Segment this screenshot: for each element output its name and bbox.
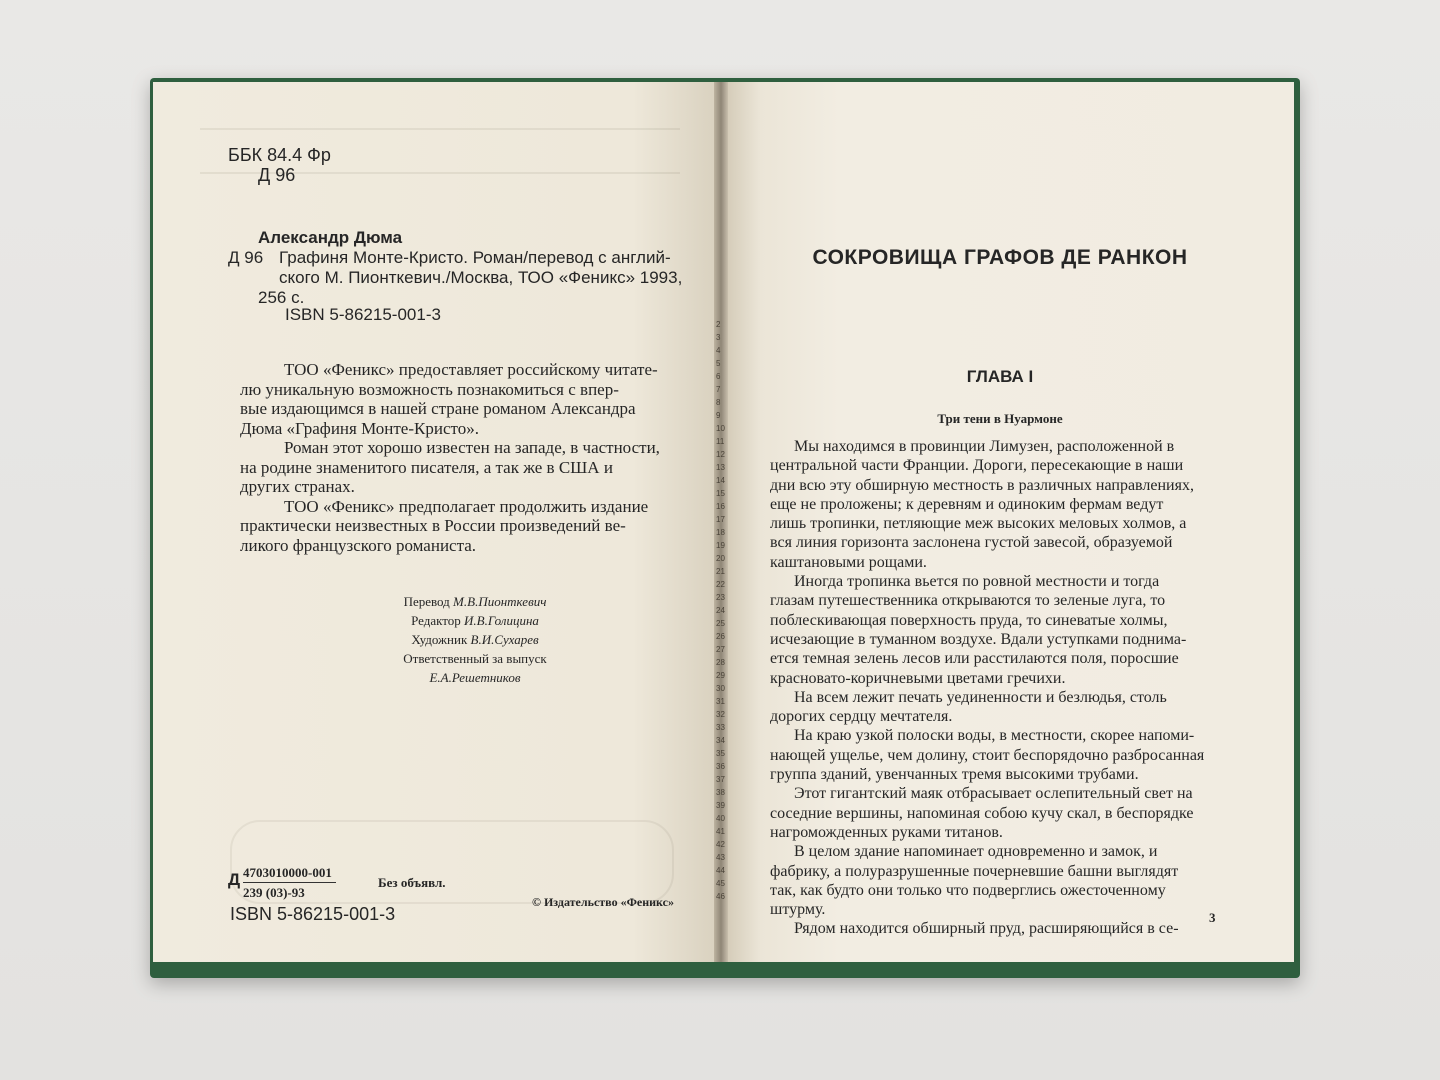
ruler-mark: 40 — [716, 814, 725, 823]
credit-line: Перевод М.В.Пионткевич — [403, 594, 547, 609]
annotation-line: Дюма «Графиня Монте-Кристо». — [240, 418, 479, 438]
ruler-mark: 7 — [716, 385, 721, 394]
annotation — [240, 360, 670, 555]
ruler-mark: 26 — [716, 632, 725, 641]
catalog-line: Графиня Монте-Кристо. Роман/перевод с англий- — [279, 248, 671, 267]
body-line: штурму. — [770, 901, 826, 919]
ruler-mark: 43 — [716, 853, 725, 862]
annotation-line: лю уникальную возможность познакомиться с впер- — [240, 379, 619, 399]
ruler-mark: 36 — [716, 762, 725, 771]
ruler-mark: 22 — [716, 580, 725, 589]
body-line: нающей ущелье, чем долину, стоит беспорядочно разбросанная — [770, 746, 1205, 764]
ruler-mark: 15 — [716, 489, 725, 498]
ruler-mark: 35 — [716, 749, 725, 758]
body-line: группа зданий, увенчанных тремя высокими трубами. — [770, 766, 1139, 784]
ruler-mark: 34 — [716, 736, 725, 745]
body-line: На всем лежит печать уединенности и безлюдья, столь — [770, 688, 1167, 706]
chapter-subtitle: Три тени в Нуармоне — [937, 411, 1063, 426]
body-line: Мы находимся в провинции Лимузен, расположенной в — [770, 438, 1175, 455]
ruler-mark: 2 — [716, 320, 721, 329]
credits — [360, 592, 590, 687]
body-line: дни всю эту обширную местность в различных направлениях, — [770, 476, 1194, 494]
body-line: исчезающие в туманном воздухе. Вдали уступками поднима- — [770, 630, 1187, 648]
price-code-numerator: 4703010000-001 — [243, 863, 336, 883]
body-line: каштановыми рощами. — [770, 553, 927, 571]
ruler-mark: 6 — [716, 372, 721, 381]
ruler-mark: 42 — [716, 840, 725, 849]
body-line: глазам путешественника открываются то зеленые луга, то — [770, 592, 1166, 610]
credit-line: Художник В.И.Сухарев — [411, 632, 539, 647]
ruler-mark: 5 — [716, 359, 721, 368]
credit-line: Е.А.Решетников — [429, 670, 521, 685]
annotation-line: ТОО «Феникс» предоставляет российскому читате- — [284, 360, 658, 379]
body-line: Иногда тропинка вьется по ровной местности и тогда — [770, 573, 1160, 591]
body-line: лишь тропинки, петляющие меж высоких меловых холмов, а — [770, 515, 1187, 533]
book-title: СОКРОВИЩА ГРАФОВ ДЕ РАНКОН — [812, 246, 1188, 269]
ruler-mark: 16 — [716, 502, 725, 511]
catalog-code: Д 96 — [228, 248, 264, 267]
annotation-line: ТОО «Феникс» предполагает продолжить издание — [284, 496, 649, 516]
body-line: еще не проложены; к деревням и одиноким фермам ведут — [770, 495, 1164, 513]
ruler-mark: 11 — [716, 437, 725, 446]
ruler-mark: 37 — [716, 775, 725, 784]
body-line: ется темная зелень лесов или расстилаются поля, поросшие — [770, 650, 1179, 668]
annotation-line: Роман этот хорошо известен на западе, в частности, — [284, 438, 660, 457]
ruler-mark: 44 — [716, 866, 725, 875]
credit-line: Ответственный за выпуск — [403, 651, 547, 666]
ruler-mark: 18 — [716, 528, 725, 537]
body-line: Этот гигантский маяк отбрасывает ослепительный свет на — [770, 785, 1193, 803]
body-line: нагроможденных руками титанов. — [770, 823, 1003, 841]
author-name: Александр Дюма — [258, 228, 403, 247]
body-line: вся линия горизонта заслонена густой завесой, образуемой — [770, 534, 1173, 552]
bbk-author-code: Д 96 — [258, 165, 296, 185]
ruler-mark: 45 — [716, 879, 725, 888]
ruler-mark: 27 — [716, 645, 725, 654]
ruler-mark: 3 — [716, 333, 721, 342]
ruler-mark: 21 — [716, 567, 725, 576]
body-line: так, как будто они только что подверглись ожесточенному — [770, 881, 1166, 899]
annotation-line: практически неизвестных в России произведений ве- — [240, 516, 626, 535]
ruler-mark: 17 — [716, 515, 725, 524]
ruler-mark: 30 — [716, 684, 725, 693]
ruler-mark: 46 — [716, 892, 725, 901]
body-line: фабрику, а полуразрушенные почерневшие башни выглядят — [770, 862, 1179, 880]
isbn: ISBN 5-86215-001-3 — [285, 305, 441, 324]
price-note: Без объявл. — [378, 875, 446, 890]
body-line: дорогих сердцу мечтателя. — [770, 708, 953, 726]
annotation-line: на родине знаменитого писателя, а так же в США и — [240, 457, 613, 477]
ruler-mark: 33 — [716, 723, 725, 732]
ruler-mark: 41 — [716, 827, 725, 836]
body-line: поблескивающая поверхность пруда, то синеватые холмы, — [770, 611, 1168, 629]
ruler-mark: 39 — [716, 801, 725, 810]
ruler-mark: 14 — [716, 476, 725, 485]
ruler-mark: 32 — [716, 710, 725, 719]
catalog-line: 256 с. — [258, 288, 305, 307]
credit-line: Редактор И.В.Голицина — [411, 613, 539, 628]
body-line: На краю узкой полоски воды, в местности, скорее напоми- — [770, 727, 1195, 745]
ruler-mark: 25 — [716, 619, 725, 628]
body-line: соседние вершины, напоминая собою кучу скал, в беспорядке — [770, 804, 1194, 822]
ruler-mark: 12 — [716, 450, 725, 459]
price-code-letter: Д — [228, 870, 241, 889]
ruler-mark: 28 — [716, 658, 725, 667]
ruler-mark: 10 — [716, 424, 725, 433]
body-line: центральной части Франции. Дороги, пересекающие в наши — [770, 457, 1184, 475]
bbk-index: ББК 84.4 Фр — [228, 145, 331, 165]
annotation-line: других странах. — [240, 477, 355, 496]
body-line: Рядом находится обширный пруд, расширяющийся в се- — [770, 920, 1179, 938]
ruler-mark: 24 — [716, 606, 725, 615]
ruler-mark: 29 — [716, 671, 725, 680]
ruler-mark: 19 — [716, 541, 725, 550]
ruler-mark: 4 — [716, 346, 721, 355]
annotation-line: ликого французского романиста. — [240, 535, 477, 555]
ruler-mark: 23 — [716, 593, 725, 602]
body-text — [770, 437, 1204, 939]
copyright: © Издательство «Феникс» — [532, 895, 674, 909]
body-line: В целом здание напоминает одновременно и замок, и — [770, 843, 1158, 861]
ruler-mark: 8 — [716, 398, 721, 407]
ruler-mark: 20 — [716, 554, 725, 563]
annotation-line: вые издающимся в нашей стране романом Александра — [240, 399, 636, 418]
ruler-mark: 9 — [716, 411, 721, 420]
ruler-mark: 38 — [716, 788, 725, 797]
ruler-mark: 31 — [716, 697, 725, 706]
ruler-mark: 13 — [716, 463, 725, 472]
price-code-denominator: 239 (03)-93 — [243, 885, 305, 900]
catalog-line: ского М. Пионткевич./Москва, ТОО «Феникс» 1993, — [279, 268, 683, 287]
page-number: 3 — [1209, 910, 1216, 925]
chapter-heading: ГЛАВА I — [966, 367, 1034, 386]
gutter-line-numbers — [716, 318, 725, 903]
body-line: красновато-коричневыми цветами гречихи. — [770, 669, 1066, 687]
isbn-bottom: ISBN 5-86215-001-3 — [230, 904, 396, 924]
